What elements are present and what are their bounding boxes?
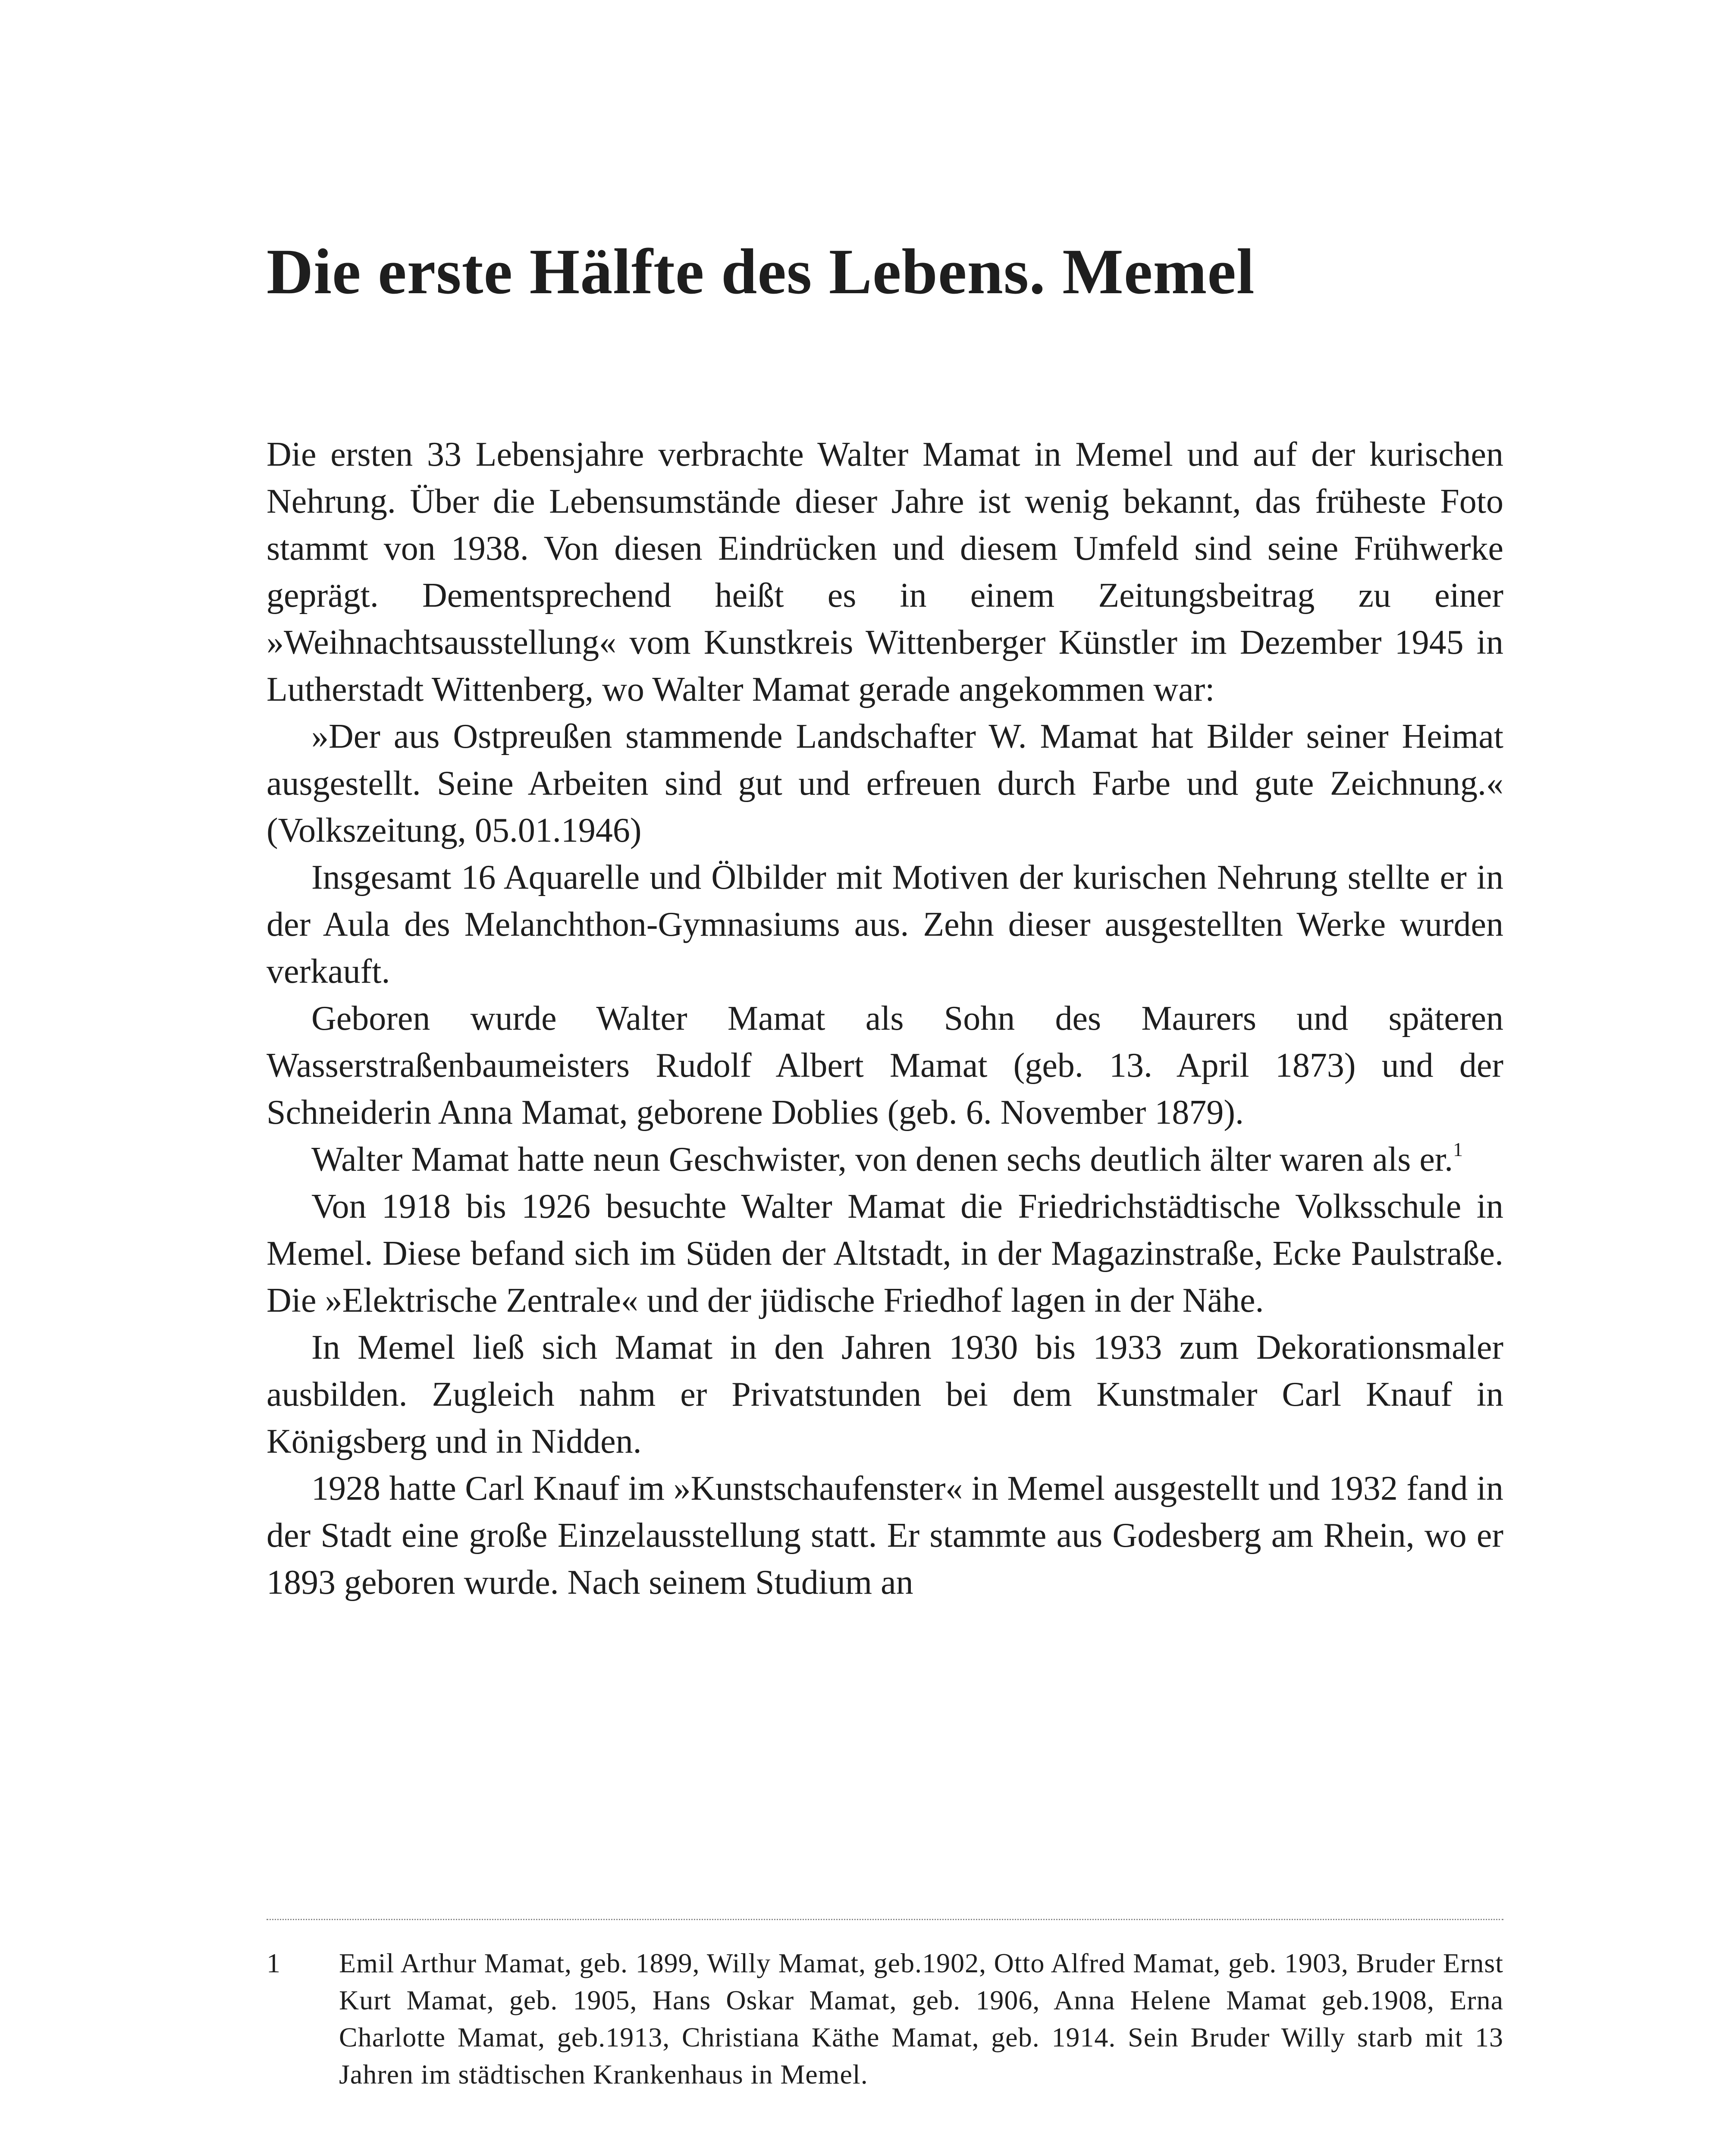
- chapter-title: Die erste Hälfte des Lebens. Memel: [267, 236, 1255, 307]
- paragraph-quote: »Der aus Ostpreußen stammende Landschafter W. Mamat hat Bilder seiner Heimat ausgestellt. Seine Arbeiten sind gut und erfreuen durch Farbe und gute Zeichnung.« (Volkszeitung, 05.01.1946): [267, 718, 1503, 849]
- paragraph-intro: Die ersten 33 Lebensjahre verbrachte Walter Mamat in Memel und auf der kurischen Nehrung. Über die Lebensumstände dieser Jahre ist wenig bekannt, das früheste Foto stammt von 1938. Von diesen Eindrücken und diesem Umfeld sind seine Frühwerke geprägt. Dementsprechend heißt es in einem Zeitungsbeitrag zu einer »Weihnachtsausstellung« vom Kunstkreis Wittenberger Künstler im Dezember 1945 in Lutherstadt Wittenberg, wo Walter Mamat gerade angekommen war:: [267, 436, 1503, 708]
- paragraph-birth: Geboren wurde Walter Mamat als Sohn des Maurers und späteren Wasserstraßenbaumeisters Rudolf Albert Mamat (geb. 13. April 1873) und der Schneiderin Anna Mamat, geborene Doblies (geb. 6. November 1879).: [267, 1000, 1503, 1131]
- footnote-text: Emil Arthur Mamat, geb. 1899, Willy Mamat, geb.1902, Otto Alfred Mamat, geb. 1903, Bruder Ernst Kurt Mamat, geb. 1905, Hans Oskar Mamat, geb. 1906, Anna Helene Mamat geb.1908, Erna Charlotte Mamat, geb.1913, Christiana Käthe Mamat, geb. 1914. Sein Bruder Willy starb mit 13 Jahren im städtischen Krankenhaus in Memel.: [339, 1948, 1503, 2090]
- footnote: [267, 1945, 1503, 2093]
- paragraph-siblings-text: Walter Mamat hatte neun Geschwister, von denen sechs deutlich älter waren als er.: [311, 1141, 1453, 1178]
- footnote-divider: [267, 1919, 1503, 1920]
- body-text: [267, 431, 1503, 1606]
- paragraph-knauf: 1928 hatte Carl Knauf im »Kunstschaufenster« in Memel ausgestellt und 1932 fand in der Stadt eine große Einzelausstellung statt. Er stammte aus Godesberg am Rhein, wo er 1893 geboren wurde. Nach seinem Studium an: [267, 1470, 1503, 1601]
- footnote-reference[interactable]: 1: [1453, 1138, 1463, 1161]
- paragraph-exhibition: Insgesamt 16 Aquarelle und Ölbilder mit Motiven der kurischen Nehrung stellte er in der Aula des Melanchthon-Gymnasiums aus. Zehn dieser ausgestellten Werke wurden verkauft.: [267, 859, 1503, 990]
- paragraph-siblings: [267, 1136, 1503, 1183]
- footnote-number: 1: [267, 1948, 280, 1978]
- paragraph-training: In Memel ließ sich Mamat in den Jahren 1930 bis 1933 zum Dekorationsmaler ausbilden. Zugleich nahm er Privatstunden bei dem Kunstmaler Carl Knauf in Königsberg und in Nidden.: [267, 1329, 1503, 1460]
- paragraph-school: Von 1918 bis 1926 besuchte Walter Mamat die Friedrichstädtische Volksschule in Memel. Diese befand sich im Süden der Altstadt, in der Magazinstraße, Ecke Paulstraße. Die »Elektrische Zentrale« und der jüdische Friedhof lagen in der Nähe.: [267, 1188, 1503, 1319]
